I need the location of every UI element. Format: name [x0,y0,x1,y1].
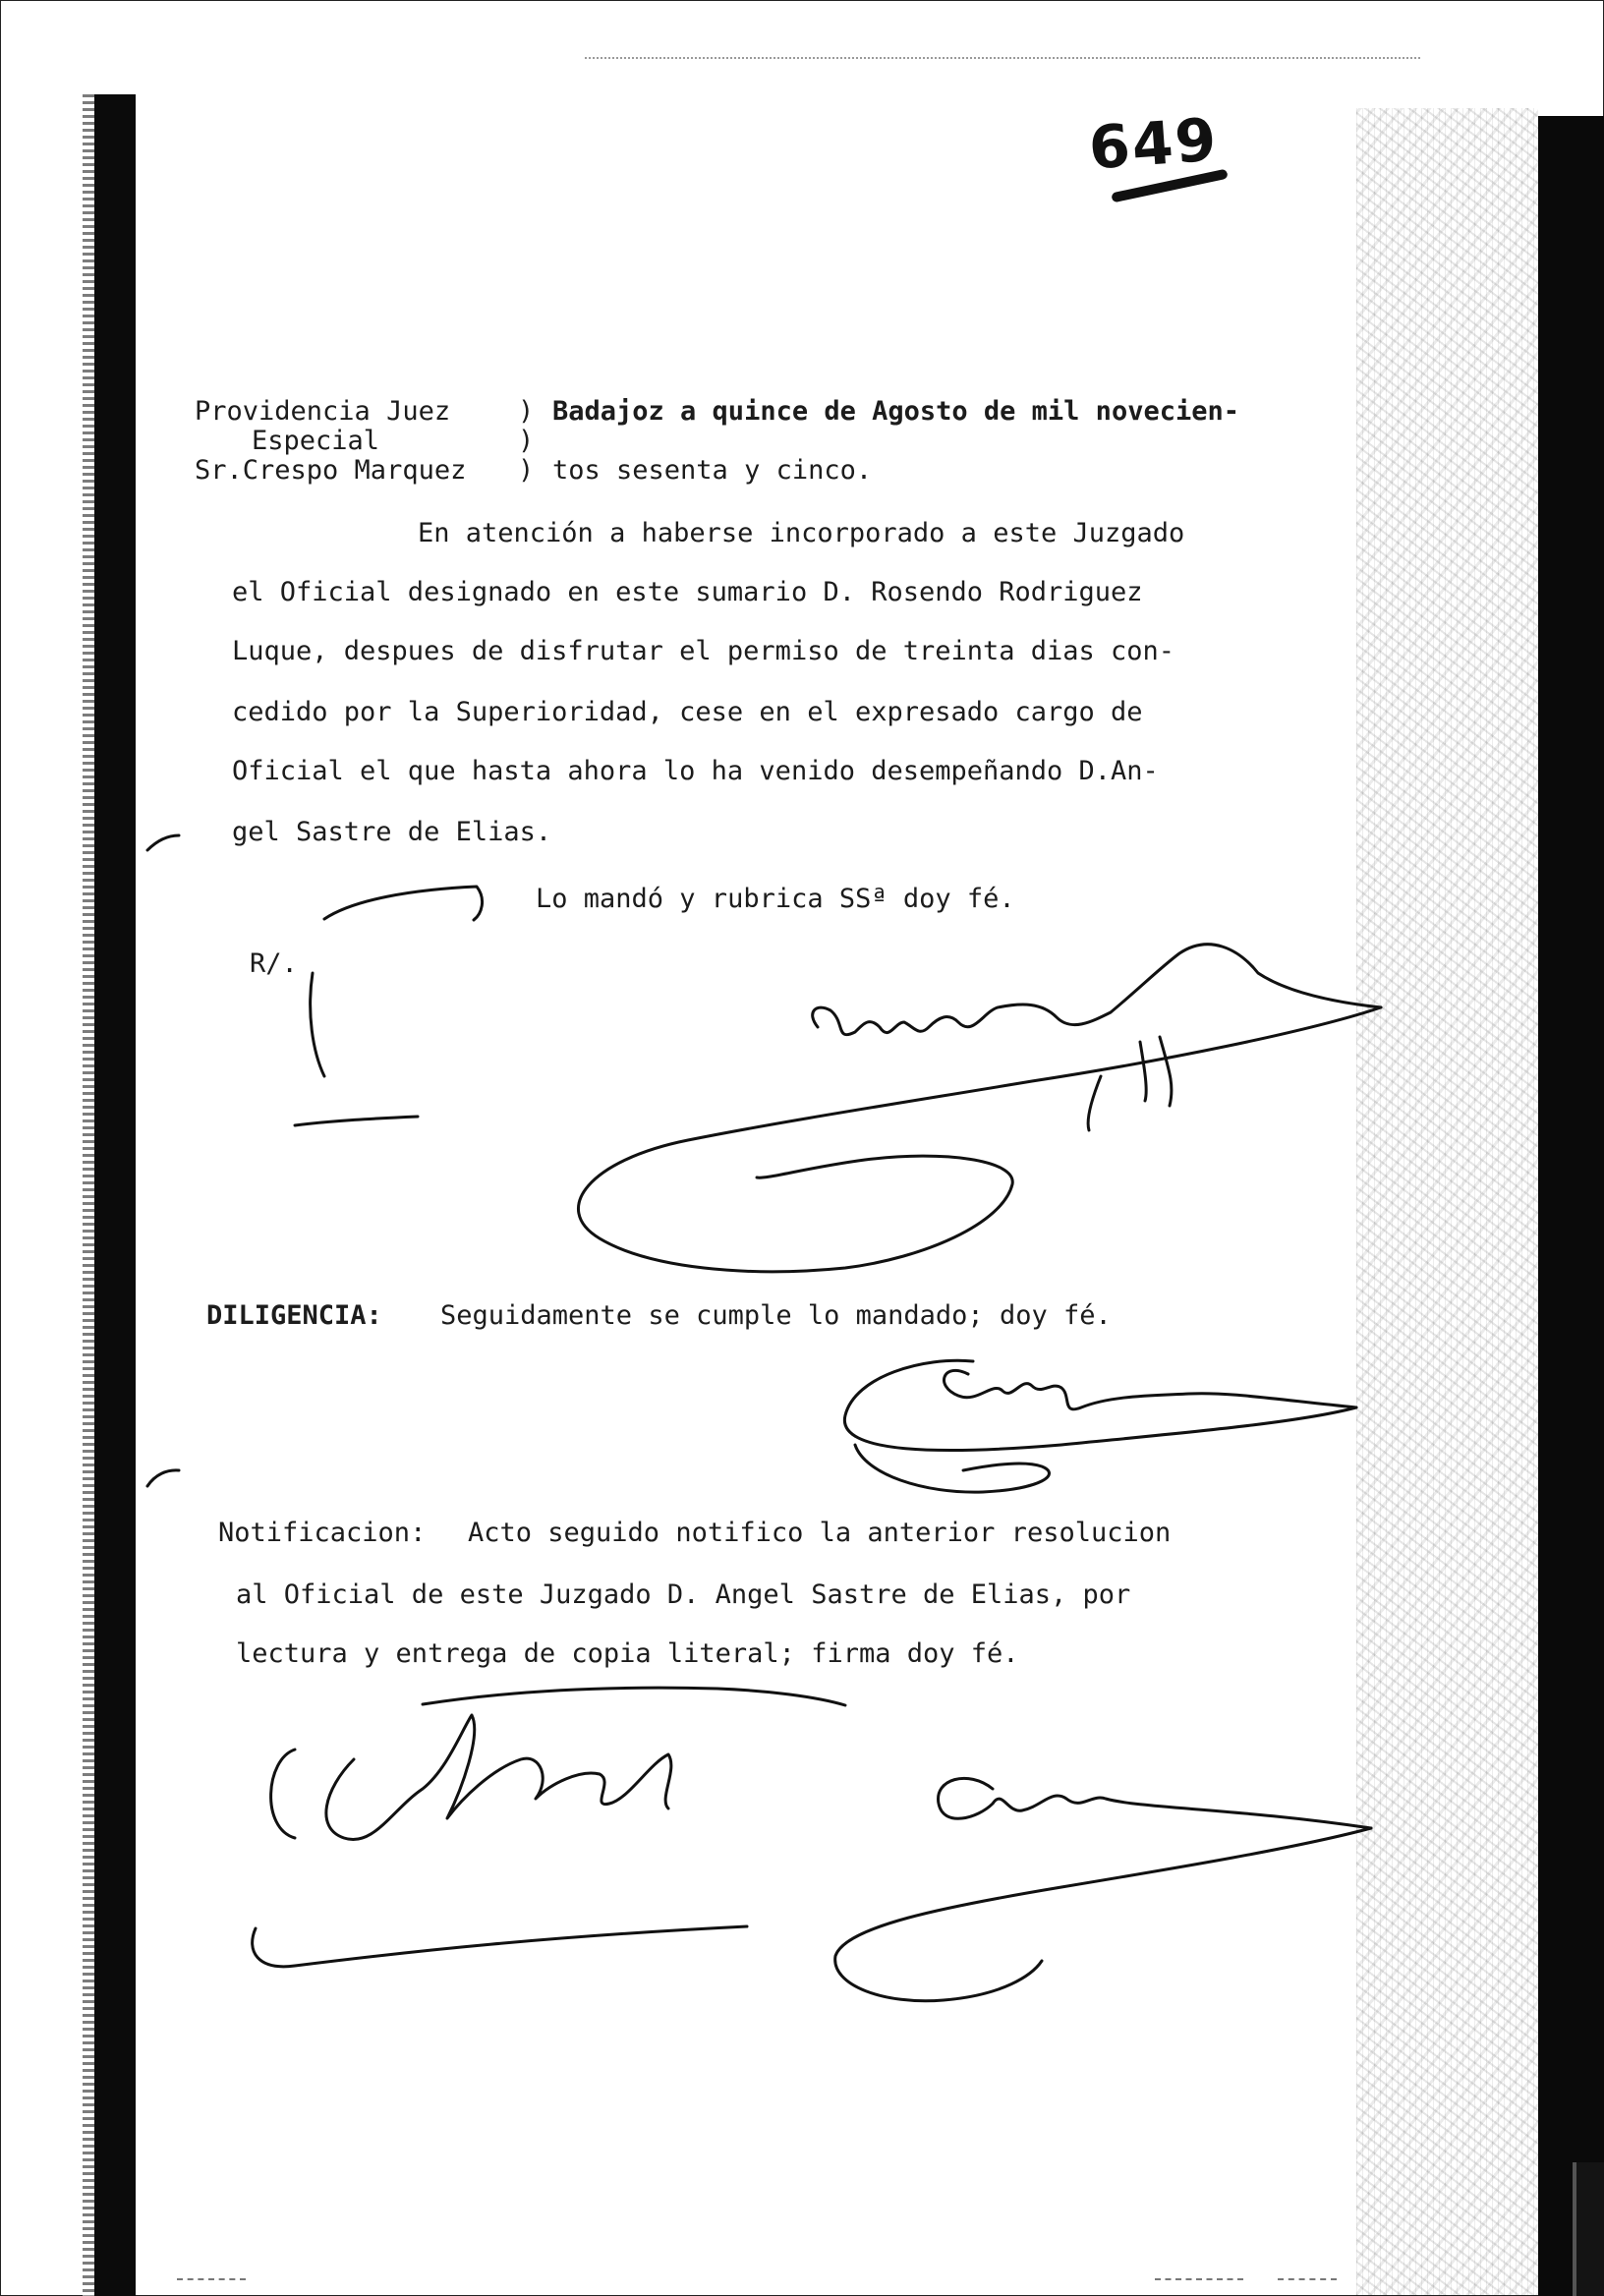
body-line: el Oficial designado en este sumario D. Rosendo Rodriguez [232,577,1143,607]
body-line: gel Sastre de Elias. [232,817,552,847]
notificacion-line: lectura y entrega de copia literal; firma doy fé. [236,1638,1019,1669]
diligencia-label: DILIGENCIA: [206,1300,382,1331]
notificacion-label: Notificacion: [218,1518,427,1548]
scan-left-bar [94,94,136,2296]
scan-right-noise [1356,108,1538,2296]
scan-bottom-dash [177,2278,246,2280]
body-line: En atención a haberse incorporado a este Juzgado [418,518,1185,548]
heading-left-line2: Especial [252,426,380,456]
heading-left-line3: Sr.Crespo Marquez [195,455,467,486]
body-line: cedido por la Superioridad, cese en el expresado cargo de [232,697,1143,727]
notificacion-line: Acto seguido notifico la anterior resolucion [468,1518,1172,1548]
diligencia-text: Seguidamente se cumple lo mandado; doy fé. [440,1300,1112,1331]
scan-bottom-dash [1278,2278,1337,2280]
heading-brace: ) [518,426,535,456]
heading-date-line2: tos sesenta y cinco. [552,455,873,486]
rubric-mark: R/. [250,948,298,979]
closing-line: Lo mandó y rubrica SSª doy fé. [536,884,1015,914]
scan-bottom-dash [1155,2278,1243,2280]
scan-top-dots [585,57,1420,59]
scan-corner-block [1573,2162,1604,2296]
heading-date-line1: Badajoz a quince de Agosto de mil novecien- [552,396,1239,427]
scan-right-bar [1538,116,1604,2296]
notificacion-line: al Oficial de este Juzgado D. Angel Sastre de Elias, por [236,1579,1131,1610]
body-line: Luque, despues de disfrutar el permiso de treinta dias con- [232,636,1175,666]
heading-brace: ) [518,396,535,427]
heading-brace: ) [518,455,535,486]
body-line: Oficial el que hasta ahora lo ha venido desempeñando D.An- [232,756,1159,786]
folio-number: 649 [1086,105,1221,184]
heading-left-line1: Providencia Juez [195,396,451,427]
